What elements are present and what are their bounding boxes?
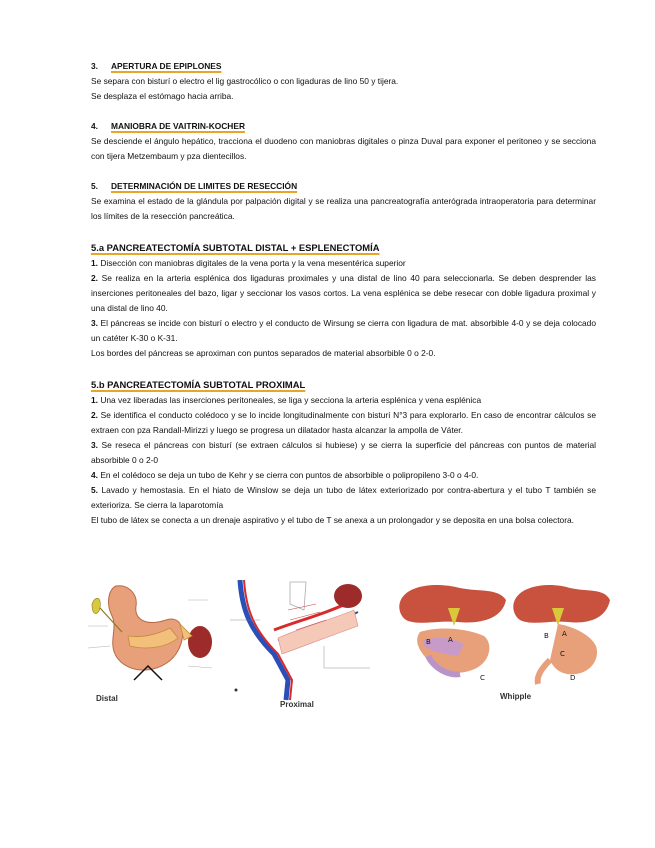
section-3-title: APERTURA DE EPIPLONES [111,61,222,71]
distal-caption: Distal [96,694,118,703]
subsection-5a-title: 5.a PANCREATECTOMÍA SUBTOTAL DISTAL + ESPLENECTOMÍA [91,242,380,253]
section-4-number: 4. [91,121,98,131]
subsection-5a-item-1: 1. Disección con maniobras digitales de la vena porta y la vena mesentérica superior [91,258,406,268]
section-5-title: DETERMINACIÓN DE LIMITES DE RESECCIÓN [111,181,298,191]
whipple-2-label-b: B [544,632,549,640]
whipple-illustration-2 [512,580,612,690]
section-4-title: MANIOBRA DE VAITRIN-KOCHER [111,121,245,131]
document-body [91,59,596,528]
whipple-1-label-c: C [480,674,485,682]
subsection-5a-closing: Los bordes del páncreas se aproximan con puntos separados de material absorbible 0 o 2-0. [91,348,436,358]
subsection-5b-title: 5.b PANCREATECTOMÍA SUBTOTAL PROXIMAL [91,379,306,390]
subsection-5a-item-3: 3. El páncreas se incide con bisturí o electro y el conducto de Wirsung se cierra con ligadura de mat. absorbible 4-0 y se deja colocado un catéter K-30 o K-31. [91,318,596,343]
figures-row [88,576,608,716]
section-3-number: 3. [91,61,98,71]
whipple-1-label-a: A [448,636,453,644]
section-4-heading [91,119,596,134]
whipple-1-label-b: B [426,638,431,646]
section-4-text: Se desciende el ángulo hepático, tracciona el duodeno con maniobras digitales o pinza Duval para exponer el peritoneo y se secciona con tijera Metzembaum y pza dientecillos. [91,136,596,161]
subsection-5b-item-1: 1. Una vez liberadas las inserciones peritoneales, se liga y secciona la arteria esplénica y vena esplénica [91,395,482,405]
section-3-line-1: Se separa con bisturí o electro el lig gastrocólico o con ligaduras de lino 50 y tijera. [91,76,399,86]
whipple-2-label-c: C [560,650,565,658]
subsection-5b-item-5: 5. Lavado y hemostasia. En el hiato de Winslow se deja un tubo de látex exteriorizado por contra-abertura y el tubo T también se exterioriza. Se cierra la laparotomía [91,485,596,510]
whipple-2-label-d: D [570,674,576,682]
subsection-5b-heading [91,376,596,393]
section-3-heading [91,59,596,74]
section-3-line-2: Se desplaza el estómago hacia arriba. [91,91,234,101]
subsection-5b-item-2: 2. Se identifica el conducto colédoco y se lo incide longitudinalmente con bisturí N°3 para explorarlo. En caso de encontrar cálculos se extraen con pza Randall-Mirizzi y luego se progresa un dilatador hasta alcanzar la ampolla de Váter. [91,410,596,435]
section-5-text: Se examina el estado de la glándula por palpación digital y se realiza una pancreatografía anterógrada intraoperatoria para determinar los límites de la resección pancreática. [91,196,596,221]
subsection-5b-item-4: 4. En el colédoco se deja un tubo de Kehr y se cierra con puntos de absorbible o polipropileno 3-0 o 4-0. [91,470,479,480]
subsection-5a-heading [91,239,596,256]
proximal-caption: Proximal [280,700,314,709]
distal-illustration [88,576,218,696]
subsection-5b-item-3: 3. Se reseca el páncreas con bisturí (se extraen cálculos si hubiese) y se cierra la superficie del páncreas con puntos de material absorbible 0 o 2-0 [91,440,596,465]
section-5-number: 5. [91,181,98,191]
section-5-heading [91,179,596,194]
whipple-2-label-a: A [562,630,567,638]
subsection-5b-closing: El tubo de látex se conecta a un drenaje aspirativo y el tubo de T se anexa a un prolongador y se deposita en una bolsa colectora. [91,515,574,525]
subsection-5a-item-2: 2. Se realiza en la arteria esplénica dos ligaduras proximales y una distal de lino 40 para seleccionarla. Se deben desprender las inserciones peritoneales del bazo, ligar y seccionar los vasos cortos. La vena esplénica se debe resecar con doble ligadura proximal y una distal de lino 40. [91,273,596,313]
proximal-illustration [230,580,372,708]
whipple-caption: Whipple [500,692,532,701]
whipple-illustration-1 [398,580,508,690]
